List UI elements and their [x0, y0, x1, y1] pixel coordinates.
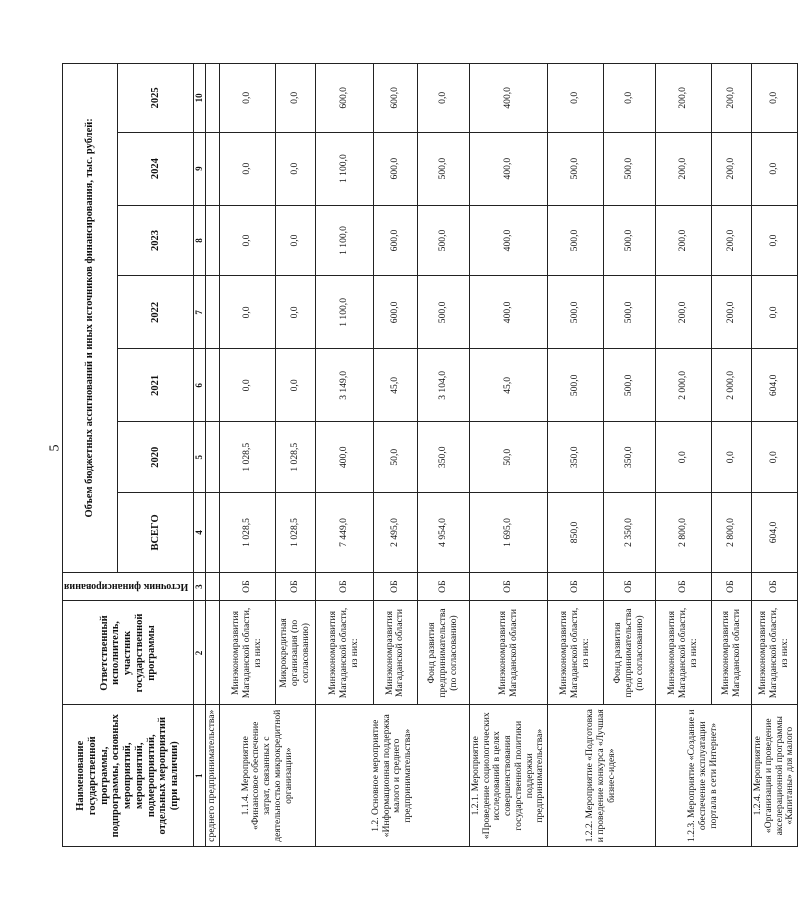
- amount-cell: [205, 132, 219, 205]
- source-cell: ОБ: [469, 572, 547, 601]
- amount-cell: 200,0: [656, 64, 712, 133]
- responsible-cell: Минэкономразвития Магаданской области, из них:: [752, 601, 798, 705]
- amount-cell: 1 028,5: [219, 493, 275, 573]
- amount-cell: 2 800,0: [712, 493, 752, 573]
- responsible-cell: Фонд развития предпринимательства (по согласованию): [604, 601, 656, 705]
- amount-cell: 1 695,0: [469, 493, 547, 573]
- source-cell: ОБ: [219, 572, 275, 601]
- amount-cell: 500,0: [417, 132, 469, 205]
- amount-cell: 350,0: [548, 422, 604, 493]
- header-row-1: [63, 64, 118, 847]
- year-header: 2021: [118, 349, 194, 422]
- amount-cell: 400,0: [315, 422, 373, 493]
- column-index: 9: [193, 132, 205, 205]
- responsible-cell: Минэкономразвития Магаданской области: [712, 601, 752, 705]
- amount-cell: 0,0: [712, 422, 752, 493]
- amount-cell: 200,0: [712, 276, 752, 349]
- table-row: [469, 64, 547, 847]
- amount-cell: 0,0: [752, 132, 798, 205]
- amount-cell: 400,0: [469, 205, 547, 276]
- column-index: 10: [193, 64, 205, 133]
- amount-cell: 1 100,0: [315, 132, 373, 205]
- amount-cell: [205, 493, 219, 573]
- amount-cell: 600,0: [373, 205, 417, 276]
- amount-cell: 0,0: [219, 276, 275, 349]
- amount-cell: 0,0: [752, 422, 798, 493]
- amount-cell: 0,0: [219, 64, 275, 133]
- source-cell: ОБ: [752, 572, 798, 601]
- source-cell: ОБ: [656, 572, 712, 601]
- table-row: [315, 64, 373, 847]
- amount-cell: 200,0: [712, 64, 752, 133]
- program-name-cell: 1.2.1. Мероприятие «Проведение социологических исследований в целях совершенствования государственной политики поддержки предпринимательства»: [469, 705, 547, 847]
- column-index: 5: [193, 422, 205, 493]
- amount-cell: 2 495,0: [373, 493, 417, 573]
- amount-cell: 600,0: [373, 276, 417, 349]
- amount-cell: 2 800,0: [656, 493, 712, 573]
- amount-cell: 1 100,0: [315, 205, 373, 276]
- amount-cell: 604,0: [752, 493, 798, 573]
- year-header: 2020: [118, 422, 194, 493]
- amount-cell: 500,0: [548, 205, 604, 276]
- table-row: [205, 64, 219, 847]
- column-index: 2: [193, 601, 205, 705]
- source-cell: ОБ: [712, 572, 752, 601]
- responsible-cell: Фонд развития предпринимательства (по согласованию): [417, 601, 469, 705]
- amount-cell: 200,0: [656, 132, 712, 205]
- year-header: 2023: [118, 205, 194, 276]
- amount-cell: 2 000,0: [656, 349, 712, 422]
- source-cell: ОБ: [604, 572, 656, 601]
- responsible-cell: Микрокредитная организация (по согласованию): [275, 601, 315, 705]
- amount-cell: 200,0: [656, 276, 712, 349]
- amount-cell: 1 028,5: [219, 422, 275, 493]
- amount-cell: 0,0: [219, 349, 275, 422]
- amount-cell: 400,0: [469, 276, 547, 349]
- amount-cell: 0,0: [219, 132, 275, 205]
- amount-cell: 0,0: [275, 64, 315, 133]
- source-cell: ОБ: [417, 572, 469, 601]
- column-index: 4: [193, 493, 205, 573]
- column-index: 7: [193, 276, 205, 349]
- amount-cell: 500,0: [604, 132, 656, 205]
- amount-cell: 0,0: [752, 64, 798, 133]
- name-column-header: Наименование государственной программы, подпрограммы, основных мероприятий, мероприятий, подмероприятий, отдельных мероприятий (при наличии): [63, 705, 194, 847]
- financing-table: [62, 63, 798, 847]
- amount-cell: 500,0: [604, 205, 656, 276]
- program-name-cell: 1.2.2. Мероприятие «Подготовка и проведение конкурса «Лучшая бизнес-идея»: [548, 705, 656, 847]
- amount-cell: 3 104,0: [417, 349, 469, 422]
- amount-cell: 50,0: [373, 422, 417, 493]
- amount-cell: 2 000,0: [712, 349, 752, 422]
- amount-cell: 500,0: [417, 276, 469, 349]
- program-name-cell: 1.2.4. Мероприятие «Организация и проведение акселерационной программы «Капитаны» для малого: [752, 705, 798, 847]
- responsible-cell: Минэкономразвития Магаданской области: [373, 601, 417, 705]
- source-column-header: [63, 572, 194, 601]
- amount-cell: 0,0: [275, 132, 315, 205]
- amount-cell: [205, 205, 219, 276]
- amount-cell: 600,0: [373, 132, 417, 205]
- amount-cell: 45,0: [469, 349, 547, 422]
- amount-cell: 1 028,5: [275, 422, 315, 493]
- responsible-cell: Минэкономразвития Магаданской области, из них:: [315, 601, 373, 705]
- amount-cell: 500,0: [548, 276, 604, 349]
- program-name-cell: среднего предпринимательства»: [205, 705, 219, 847]
- amount-cell: 0,0: [752, 205, 798, 276]
- amount-cell: 4 954,0: [417, 493, 469, 573]
- responsible-cell: Минэкономразвития Магаданской области: [469, 601, 547, 705]
- amount-cell: 1 028,5: [275, 493, 315, 573]
- amount-cell: 350,0: [604, 422, 656, 493]
- table-row: [752, 64, 798, 847]
- amount-cell: 3 149,0: [315, 349, 373, 422]
- amount-cell: 200,0: [712, 132, 752, 205]
- amount-cell: 0,0: [604, 64, 656, 133]
- amount-cell: 0,0: [417, 64, 469, 133]
- program-name-cell: 1.2. Основное мероприятие «Информационная поддержка малого и среднего предпринимательства»: [315, 705, 469, 847]
- source-cell: ОБ: [373, 572, 417, 601]
- year-header: 2022: [118, 276, 194, 349]
- column-index-row: [193, 64, 205, 847]
- amount-cell: [205, 422, 219, 493]
- amount-cell: 600,0: [373, 64, 417, 133]
- volume-column-header: Объем бюджетных ассигнований и иных источников финансирования, тыс. рублей:: [63, 64, 118, 573]
- amount-cell: 0,0: [752, 276, 798, 349]
- amount-cell: 0,0: [219, 205, 275, 276]
- amount-cell: [205, 276, 219, 349]
- amount-cell: 604,0: [752, 349, 798, 422]
- column-index: 3: [193, 572, 205, 601]
- amount-cell: 0,0: [275, 205, 315, 276]
- amount-cell: 2 350,0: [604, 493, 656, 573]
- amount-cell: 0,0: [275, 276, 315, 349]
- year-header: 2025: [118, 64, 194, 133]
- source-column-label: Источник финансирования: [64, 581, 189, 593]
- amount-cell: 7 449,0: [315, 493, 373, 573]
- amount-cell: 1 100,0: [315, 276, 373, 349]
- amount-cell: 500,0: [604, 349, 656, 422]
- source-cell: ОБ: [548, 572, 604, 601]
- column-index: 8: [193, 205, 205, 276]
- amount-cell: 50,0: [469, 422, 547, 493]
- responsible-cell: Минэкономразвития Магаданской области, из них:: [548, 601, 604, 705]
- amount-cell: 400,0: [469, 64, 547, 133]
- responsible-column-header: Ответственный исполнитель, участник государственной программы: [63, 601, 194, 705]
- responsible-cell: [205, 601, 219, 705]
- amount-cell: 0,0: [548, 64, 604, 133]
- amount-cell: 500,0: [548, 349, 604, 422]
- amount-cell: 200,0: [712, 205, 752, 276]
- year-header: 2024: [118, 132, 194, 205]
- responsible-cell: Минэкономразвития Магаданской области, из них:: [219, 601, 275, 705]
- program-name-cell: 1.2.3. Мероприятие «Создание и обеспечение эксплуатации портала в сети Интернет»: [656, 705, 752, 847]
- amount-cell: [205, 349, 219, 422]
- source-cell: [205, 572, 219, 601]
- amount-cell: 500,0: [604, 276, 656, 349]
- amount-cell: [205, 64, 219, 133]
- amount-cell: 0,0: [275, 349, 315, 422]
- column-index: 6: [193, 349, 205, 422]
- table-row: [219, 64, 275, 847]
- year-header: ВСЕГО: [118, 493, 194, 573]
- amount-cell: 500,0: [548, 132, 604, 205]
- table-body: [205, 64, 797, 847]
- page-number: 5: [47, 444, 63, 452]
- table-row: [656, 64, 712, 847]
- amount-cell: 0,0: [656, 422, 712, 493]
- program-name-cell: 1.1.4. Мероприятие «Финансовое обеспечение затрат, связанных с деятельностью микрокредитной организации»: [219, 705, 315, 847]
- amount-cell: 400,0: [469, 132, 547, 205]
- responsible-cell: Минэкономразвития Магаданской области, из них:: [656, 601, 712, 705]
- amount-cell: 350,0: [417, 422, 469, 493]
- table-row: [548, 64, 604, 847]
- amount-cell: 200,0: [656, 205, 712, 276]
- amount-cell: 850,0: [548, 493, 604, 573]
- amount-cell: 500,0: [417, 205, 469, 276]
- amount-cell: 45,0: [373, 349, 417, 422]
- column-index: 1: [193, 705, 205, 847]
- amount-cell: 600,0: [315, 64, 373, 133]
- source-cell: ОБ: [315, 572, 373, 601]
- source-cell: ОБ: [275, 572, 315, 601]
